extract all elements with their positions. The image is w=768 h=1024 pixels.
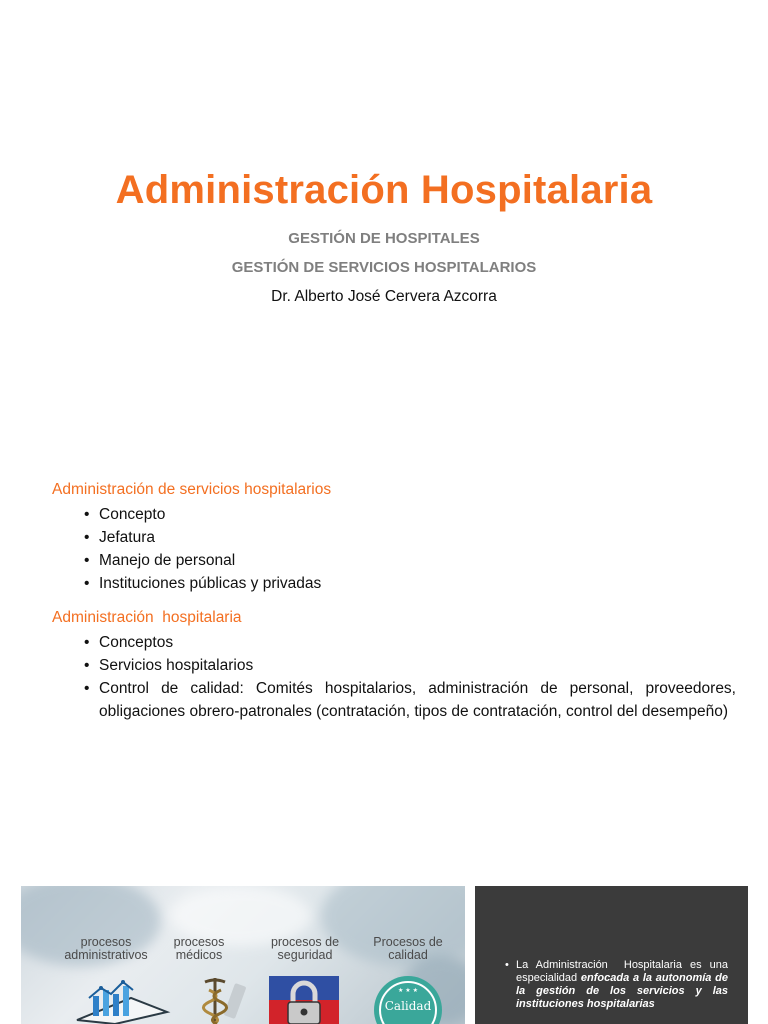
section-heading-services: Administración de servicios hospitalarios bbox=[52, 481, 332, 498]
definition-panel bbox=[475, 886, 748, 1024]
definition-text bbox=[505, 959, 732, 1011]
subtitle-hospital-management: GESTIÓN DE HOSPITALES bbox=[288, 230, 480, 247]
processes-illustration bbox=[21, 886, 465, 1024]
subtitle-service-management: GESTIÓN DE SERVICIOS HOSPITALARIOS bbox=[231, 259, 537, 276]
section-heading-hospital: Administración hospitalaria bbox=[52, 609, 242, 626]
course-outline bbox=[52, 479, 736, 723]
bullet-dot: • bbox=[505, 959, 509, 971]
definition-emphasis: enfocada a la autonomía de la gestión de los servicios y las instituciones hospitalarias bbox=[516, 972, 728, 1010]
list-item: • Control de calidad: Comités hospitalarios, administración de personal, proveedores, obligaciones obrero-patronales (contratación, tipos de contratación, control del desempeño) bbox=[84, 677, 736, 723]
badge-label: Calidad bbox=[384, 999, 432, 1013]
list-item: • Concepto bbox=[84, 503, 736, 526]
definition-plain: La Administración Hospitalaria es una especialidad bbox=[516, 959, 732, 984]
quality-badge-icon bbox=[373, 974, 443, 1024]
list-item: • Jefatura bbox=[84, 526, 736, 549]
label-medical-processes: procesos médicos bbox=[173, 935, 225, 962]
chart-tablet-icon bbox=[71, 978, 171, 1024]
label-administrative-processes: procesos administrativos bbox=[64, 935, 148, 962]
list-item: • Servicios hospitalarios bbox=[84, 654, 736, 677]
list-item: • Instituciones públicas y privadas bbox=[84, 572, 736, 595]
page-title: Administración Hospitalaria bbox=[115, 168, 653, 212]
label-security-processes: procesos de seguridad bbox=[270, 935, 340, 962]
padlock-shield-icon bbox=[269, 974, 339, 1024]
section-hospital-list bbox=[52, 631, 736, 723]
label-quality-processes: Procesos de calidad bbox=[373, 935, 443, 962]
caduceus-icon bbox=[189, 976, 249, 1024]
list-item: • Manejo de personal bbox=[84, 549, 736, 572]
section-services-list bbox=[52, 503, 736, 595]
list-item: • Conceptos bbox=[84, 631, 736, 654]
svg-text:★ ★ ★: ★ ★ ★ bbox=[398, 987, 418, 994]
author-name: Dr. Alberto José Cervera Azcorra bbox=[271, 288, 497, 305]
